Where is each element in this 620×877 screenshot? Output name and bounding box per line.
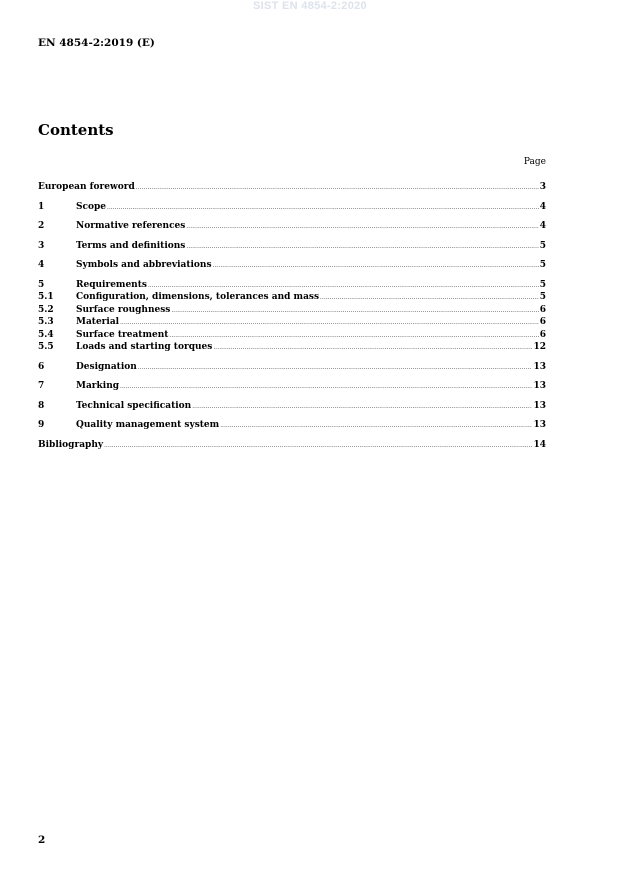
toc-entry-title: Designation xyxy=(76,361,137,372)
toc-entry[interactable] xyxy=(38,181,546,194)
toc-entry-number: 7 xyxy=(38,381,45,391)
toc-entry-page: 4 xyxy=(539,221,546,231)
toc-dot-leader xyxy=(136,182,539,195)
toc-dot-leader xyxy=(213,260,539,273)
toc-entry-title: Terms and definitions xyxy=(76,240,186,251)
toc-entry-title: Material xyxy=(76,317,120,327)
toc-entry-page: 5 xyxy=(539,240,546,251)
toc-entry-page: 13 xyxy=(533,381,546,391)
toc-entry[interactable] xyxy=(38,400,546,413)
page-number: 2 xyxy=(38,834,46,846)
toc-entry[interactable] xyxy=(38,419,546,432)
toc-dot-leader xyxy=(220,420,532,433)
toc-entry-title: Technical specification xyxy=(76,400,192,411)
toc-dot-leader xyxy=(186,241,538,254)
toc-entry-number: 5.5 xyxy=(38,342,54,352)
toc-entry[interactable] xyxy=(38,329,546,342)
toc-entry-page: 13 xyxy=(533,361,546,372)
toc-entry-page: 6 xyxy=(539,317,546,327)
toc-entry-page: 13 xyxy=(533,420,546,430)
toc-entry-number: 1 xyxy=(38,201,45,212)
toc-entry-page: 5 xyxy=(539,260,546,270)
toc-entry-page: 5 xyxy=(539,279,546,290)
toc-entry[interactable] xyxy=(38,316,546,329)
toc-dot-leader xyxy=(104,440,532,453)
toc-entry-number: 3 xyxy=(38,240,45,251)
toc-entry-title: Marking xyxy=(76,381,120,391)
toc-entry[interactable] xyxy=(38,361,546,374)
toc-entry[interactable] xyxy=(38,304,546,317)
toc-entry-number: 5.3 xyxy=(38,317,54,327)
toc-entry-number: 5.2 xyxy=(38,304,54,315)
toc-entry[interactable] xyxy=(38,279,546,292)
toc-entry-title: Loads and starting torques xyxy=(76,342,213,352)
toc-entry-number: 5.1 xyxy=(38,292,54,302)
toc-dot-leader xyxy=(107,202,539,215)
toc-entry-number: 9 xyxy=(38,420,45,430)
toc-entry[interactable] xyxy=(38,259,546,272)
toc-dot-leader xyxy=(138,362,533,375)
toc-entry-page: 5 xyxy=(539,292,546,302)
toc-entry-title: Symbols and abbreviations xyxy=(76,260,212,270)
toc-dot-leader xyxy=(213,342,532,355)
toc-entry-number: 5.4 xyxy=(38,329,54,340)
toc-entry[interactable] xyxy=(38,439,546,452)
toc-entry-page: 4 xyxy=(539,201,546,212)
toc-dot-leader xyxy=(186,221,538,234)
toc-dot-leader xyxy=(169,330,538,343)
toc-dot-leader xyxy=(192,401,532,414)
toc-entry-title: European foreword xyxy=(38,182,135,192)
toc-entry-title: Bibliography xyxy=(38,439,104,450)
toc-dot-leader xyxy=(171,305,538,318)
toc-entry-number: 6 xyxy=(38,361,45,372)
toc-entry[interactable] xyxy=(38,220,546,233)
table-of-contents xyxy=(38,181,546,451)
toc-entry-title: Requirements xyxy=(76,279,147,290)
toc-entry-number: 5 xyxy=(38,279,45,290)
toc-entry-title: Configuration, dimensions, tolerances and mass xyxy=(76,292,320,302)
page-column-label: Page xyxy=(523,157,546,167)
toc-entry-page: 6 xyxy=(539,329,546,340)
toc-entry-title: Scope xyxy=(76,201,107,212)
toc-entry-title: Surface treatment xyxy=(76,329,169,340)
toc-entry-page: 3 xyxy=(539,182,546,192)
toc-entry-page: 13 xyxy=(533,400,546,411)
toc-entry-number: 2 xyxy=(38,221,45,231)
watermark: SIST EN 4854-2:2020 xyxy=(253,0,367,12)
toc-dot-leader xyxy=(120,317,539,330)
toc-entry[interactable] xyxy=(38,341,546,354)
document-identifier: EN 4854-2:2019 (E) xyxy=(38,37,155,49)
toc-dot-leader xyxy=(120,381,532,394)
toc-dot-leader xyxy=(320,292,539,305)
toc-entry[interactable] xyxy=(38,291,546,304)
toc-entry-number: 4 xyxy=(38,260,45,270)
toc-entry[interactable] xyxy=(38,380,546,393)
toc-entry-number: 8 xyxy=(38,400,45,411)
toc-entry-page: 14 xyxy=(533,439,546,450)
toc-entry-page: 12 xyxy=(533,342,546,352)
toc-entry-title: Normative references xyxy=(76,221,186,231)
toc-entry-title: Surface roughness xyxy=(76,304,171,315)
toc-entry[interactable] xyxy=(38,201,546,214)
contents-heading: Contents xyxy=(38,121,114,139)
toc-entry-title: Quality management system xyxy=(76,420,220,430)
toc-entry-page: 6 xyxy=(539,304,546,315)
toc-entry[interactable] xyxy=(38,240,546,253)
